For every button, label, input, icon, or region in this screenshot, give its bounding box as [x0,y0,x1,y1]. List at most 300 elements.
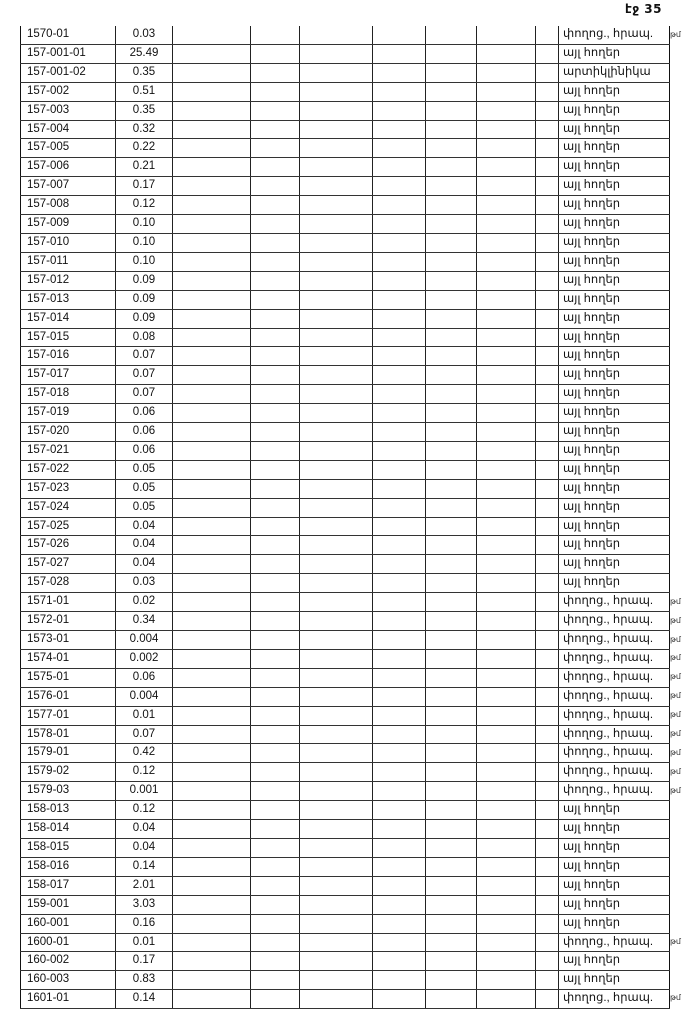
empty-cell [173,876,251,895]
empty-cell [251,441,300,460]
empty-cell [373,158,426,177]
empty-cell [300,801,373,820]
side-margin-mark [670,347,696,366]
empty-cell [251,82,300,101]
empty-cell [300,328,373,347]
empty-cell [477,158,536,177]
empty-cell [536,196,559,215]
side-margin-mark [670,366,696,385]
parcel-code-cell: 1570-01 [21,26,116,44]
empty-cell [536,366,559,385]
empty-cell [173,763,251,782]
side-margin-mark: թմ [670,747,681,757]
parcel-code-cell: 157-024 [21,498,116,517]
side-margin-mark [670,215,696,234]
empty-cell [300,177,373,196]
empty-cell [477,612,536,631]
parcel-area-cell: 0.01 [116,933,173,952]
side-margin-mark [670,574,696,593]
empty-cell [373,914,426,933]
empty-cell [536,593,559,612]
side-margin-mark [670,177,696,196]
empty-cell [477,44,536,63]
table-row [21,649,670,668]
empty-cell [251,479,300,498]
empty-cell [536,233,559,252]
empty-cell [251,706,300,725]
empty-cell [477,423,536,442]
table-row [21,895,670,914]
empty-cell [373,801,426,820]
table-row [21,44,670,63]
side-margin-mark [670,498,696,517]
table-row [21,252,670,271]
empty-cell [251,404,300,423]
side-margin-mark [670,83,696,102]
empty-cell [251,196,300,215]
parcel-area-cell: 0.32 [116,120,173,139]
land-type-cell: փողոց., հրապ. [559,744,670,763]
parcel-area-cell: 0.07 [116,366,173,385]
parcel-area-cell: 0.10 [116,233,173,252]
land-type-cell: այլ հողեր [559,838,670,857]
table-row [21,593,670,612]
empty-cell [477,668,536,687]
empty-cell [477,177,536,196]
empty-cell [173,857,251,876]
parcel-code-cell: 160-003 [21,971,116,990]
parcel-area-cell: 0.07 [116,347,173,366]
empty-cell [173,120,251,139]
table-row [21,612,670,631]
empty-cell [426,631,477,650]
empty-cell [373,593,426,612]
empty-cell [251,460,300,479]
empty-cell [536,725,559,744]
empty-cell [251,820,300,839]
parcel-area-cell: 0.004 [116,687,173,706]
empty-cell [373,536,426,555]
land-type-cell: այլ հողեր [559,309,670,328]
empty-cell [426,82,477,101]
empty-cell [477,26,536,44]
empty-cell [373,423,426,442]
side-margin-mark: թմ [670,634,681,644]
table-row [21,460,670,479]
empty-cell [536,347,559,366]
empty-cell [173,990,251,1009]
empty-cell [251,120,300,139]
empty-cell [426,120,477,139]
empty-cell [173,801,251,820]
empty-cell [300,914,373,933]
empty-cell [426,725,477,744]
table-row [21,876,670,895]
land-type-cell: փողոց., հրապ. [559,631,670,650]
parcel-code-cell: 157-023 [21,479,116,498]
empty-cell [477,271,536,290]
empty-cell [373,347,426,366]
empty-cell [251,612,300,631]
empty-cell [477,990,536,1009]
empty-cell [536,404,559,423]
empty-cell [173,782,251,801]
empty-cell [373,952,426,971]
empty-cell [477,101,536,120]
empty-cell [426,479,477,498]
empty-cell [536,801,559,820]
empty-cell [251,101,300,120]
table-row [21,914,670,933]
empty-cell [536,309,559,328]
empty-cell [373,687,426,706]
table-row [21,933,670,952]
side-margin-mark [670,479,696,498]
parcel-area-cell: 0.05 [116,479,173,498]
parcel-code-cell: 157-006 [21,158,116,177]
empty-cell [300,782,373,801]
empty-cell [373,612,426,631]
empty-cell [300,536,373,555]
empty-cell [373,631,426,650]
empty-cell [426,876,477,895]
empty-cell [536,612,559,631]
empty-cell [426,404,477,423]
empty-cell [373,876,426,895]
land-type-cell: այլ հողեր [559,820,670,839]
table-row [21,139,670,158]
side-margin-mark [670,328,696,347]
side-margin-mark [670,196,696,215]
empty-cell [251,990,300,1009]
empty-cell [300,196,373,215]
empty-cell [300,517,373,536]
land-type-cell: այլ հողեր [559,574,670,593]
empty-cell [477,347,536,366]
parcel-area-cell: 0.08 [116,328,173,347]
empty-cell [373,366,426,385]
empty-cell [536,498,559,517]
empty-cell [477,366,536,385]
empty-cell [426,952,477,971]
empty-cell [300,744,373,763]
side-margin-mark: թմ [670,766,681,776]
empty-cell [426,385,477,404]
parcel-area-cell: 0.14 [116,990,173,1009]
parcel-code-cell: 1579-03 [21,782,116,801]
empty-cell [536,26,559,44]
parcel-code-cell: 157-028 [21,574,116,593]
empty-cell [373,763,426,782]
empty-cell [251,328,300,347]
table-row [21,687,670,706]
empty-cell [251,555,300,574]
table-row [21,479,670,498]
side-margin-mark [670,895,696,914]
parcel-code-cell: 157-003 [21,101,116,120]
table-row [21,744,670,763]
empty-cell [251,158,300,177]
empty-cell [300,498,373,517]
parcel-code-cell: 1600-01 [21,933,116,952]
empty-cell [251,233,300,252]
parcel-code-cell: 157-001-02 [21,63,116,82]
table-row [21,158,670,177]
side-margin-mark [670,404,696,423]
empty-cell [173,177,251,196]
empty-cell [477,233,536,252]
empty-cell [300,725,373,744]
empty-cell [536,952,559,971]
empty-cell [373,744,426,763]
empty-cell [173,649,251,668]
empty-cell [536,933,559,952]
empty-cell [251,574,300,593]
empty-cell [477,631,536,650]
parcel-area-cell: 0.35 [116,101,173,120]
empty-cell [300,366,373,385]
empty-cell [536,252,559,271]
empty-cell [477,196,536,215]
empty-cell [426,895,477,914]
empty-cell [173,101,251,120]
empty-cell [373,26,426,44]
parcel-area-cell: 0.10 [116,252,173,271]
empty-cell [373,706,426,725]
parcel-area-cell: 2.01 [116,876,173,895]
side-margin-mark [670,838,696,857]
empty-cell [173,555,251,574]
empty-cell [173,63,251,82]
table-row [21,82,670,101]
empty-cell [426,914,477,933]
empty-cell [173,139,251,158]
empty-cell [173,196,251,215]
empty-cell [426,347,477,366]
land-type-cell: այլ հողեր [559,971,670,990]
side-margin-mark [670,309,696,328]
empty-cell [173,952,251,971]
empty-cell [373,139,426,158]
empty-cell [173,914,251,933]
side-margin-mark [670,385,696,404]
land-type-cell: փողոց., հրապ. [559,668,670,687]
empty-cell [373,971,426,990]
parcel-code-cell: 1578-01 [21,725,116,744]
table-row [21,763,670,782]
parcel-area-cell: 0.51 [116,82,173,101]
empty-cell [536,139,559,158]
side-margin-mark [670,272,696,291]
empty-cell [300,139,373,158]
empty-cell [173,631,251,650]
empty-cell [536,44,559,63]
side-margin-mark [670,857,696,876]
empty-cell [300,857,373,876]
parcel-code-cell: 159-001 [21,895,116,914]
parcel-area-cell: 0.04 [116,838,173,857]
side-margin-mark [670,555,696,574]
side-margin-mark [670,234,696,253]
parcel-area-cell: 0.04 [116,517,173,536]
empty-cell [477,215,536,234]
empty-cell [426,252,477,271]
empty-cell [251,498,300,517]
land-type-cell: արտիկլինիկա [559,63,670,82]
empty-cell [536,517,559,536]
side-margin-marks [670,26,696,1008]
empty-cell [173,423,251,442]
empty-cell [536,914,559,933]
empty-cell [477,801,536,820]
empty-cell [536,895,559,914]
empty-cell [300,763,373,782]
land-type-cell: այլ հողեր [559,517,670,536]
empty-cell [426,763,477,782]
empty-cell [373,177,426,196]
empty-cell [373,271,426,290]
table-row [21,366,670,385]
empty-cell [536,763,559,782]
parcel-area-cell: 0.04 [116,820,173,839]
empty-cell [477,782,536,801]
parcel-area-cell: 0.12 [116,763,173,782]
land-type-cell: փողոց., հրապ. [559,26,670,44]
empty-cell [173,460,251,479]
land-type-cell: այլ հողեր [559,801,670,820]
side-margin-mark [670,460,696,479]
empty-cell [477,952,536,971]
parcel-area-cell: 0.06 [116,423,173,442]
parcel-code-cell: 157-010 [21,233,116,252]
empty-cell [300,574,373,593]
empty-cell [251,971,300,990]
parcel-area-cell: 0.12 [116,801,173,820]
empty-cell [251,44,300,63]
parcel-area-cell: 0.004 [116,631,173,650]
empty-cell [300,479,373,498]
empty-cell [536,460,559,479]
empty-cell [426,857,477,876]
empty-cell [373,328,426,347]
parcel-area-cell: 0.16 [116,914,173,933]
land-type-cell: այլ հողեր [559,101,670,120]
empty-cell [251,593,300,612]
empty-cell [251,857,300,876]
empty-cell [173,233,251,252]
land-type-cell: այլ հողեր [559,215,670,234]
empty-cell [426,441,477,460]
land-type-cell: այլ հողեր [559,857,670,876]
parcel-code-cell: 157-012 [21,271,116,290]
empty-cell [426,44,477,63]
empty-cell [477,441,536,460]
empty-cell [300,44,373,63]
table-row [21,952,670,971]
empty-cell [426,574,477,593]
parcel-code-cell: 157-020 [21,423,116,442]
side-margin-mark [670,442,696,461]
parcel-code-cell: 158-014 [21,820,116,839]
side-margin-mark: թմ [670,653,681,663]
empty-cell [477,139,536,158]
parcel-area-cell: 0.002 [116,649,173,668]
empty-cell [426,196,477,215]
parcel-area-cell: 0.10 [116,215,173,234]
empty-cell [477,725,536,744]
empty-cell [173,668,251,687]
empty-cell [477,555,536,574]
empty-cell [300,612,373,631]
empty-cell [251,177,300,196]
empty-cell [373,820,426,839]
side-margin-mark: թմ [670,728,681,738]
empty-cell [426,820,477,839]
empty-cell [536,271,559,290]
table-row [21,517,670,536]
empty-cell [173,215,251,234]
empty-cell [477,763,536,782]
empty-cell [426,687,477,706]
parcel-code-cell: 157-025 [21,517,116,536]
empty-cell [536,328,559,347]
empty-cell [173,290,251,309]
empty-cell [536,782,559,801]
table-row [21,215,670,234]
table-row [21,290,670,309]
empty-cell [536,876,559,895]
empty-cell [536,971,559,990]
table-row [21,120,670,139]
empty-cell [426,744,477,763]
side-margin-mark [670,158,696,177]
empty-cell [300,63,373,82]
land-type-cell: այլ հողեր [559,914,670,933]
land-type-cell: այլ հողեր [559,44,670,63]
empty-cell [173,820,251,839]
empty-cell [426,366,477,385]
empty-cell [300,271,373,290]
table-row [21,838,670,857]
empty-cell [477,971,536,990]
parcel-code-cell: 157-018 [21,385,116,404]
parcel-area-cell: 0.07 [116,385,173,404]
empty-cell [536,574,559,593]
land-type-cell: այլ հողեր [559,479,670,498]
parcel-area-cell: 0.12 [116,196,173,215]
empty-cell [300,895,373,914]
empty-cell [426,668,477,687]
empty-cell [426,649,477,668]
land-type-cell: այլ հողեր [559,290,670,309]
empty-cell [373,460,426,479]
empty-cell [536,990,559,1009]
empty-cell [300,971,373,990]
parcel-code-cell: 157-005 [21,139,116,158]
empty-cell [477,876,536,895]
parcel-area-cell: 0.06 [116,404,173,423]
land-type-cell: այլ հողեր [559,441,670,460]
empty-cell [373,196,426,215]
parcel-code-cell: 157-013 [21,290,116,309]
table-row [21,328,670,347]
table-row [21,574,670,593]
parcel-code-cell: 157-015 [21,328,116,347]
side-margin-mark [670,64,696,83]
parcel-code-cell: 157-008 [21,196,116,215]
empty-cell [426,271,477,290]
empty-cell [426,555,477,574]
